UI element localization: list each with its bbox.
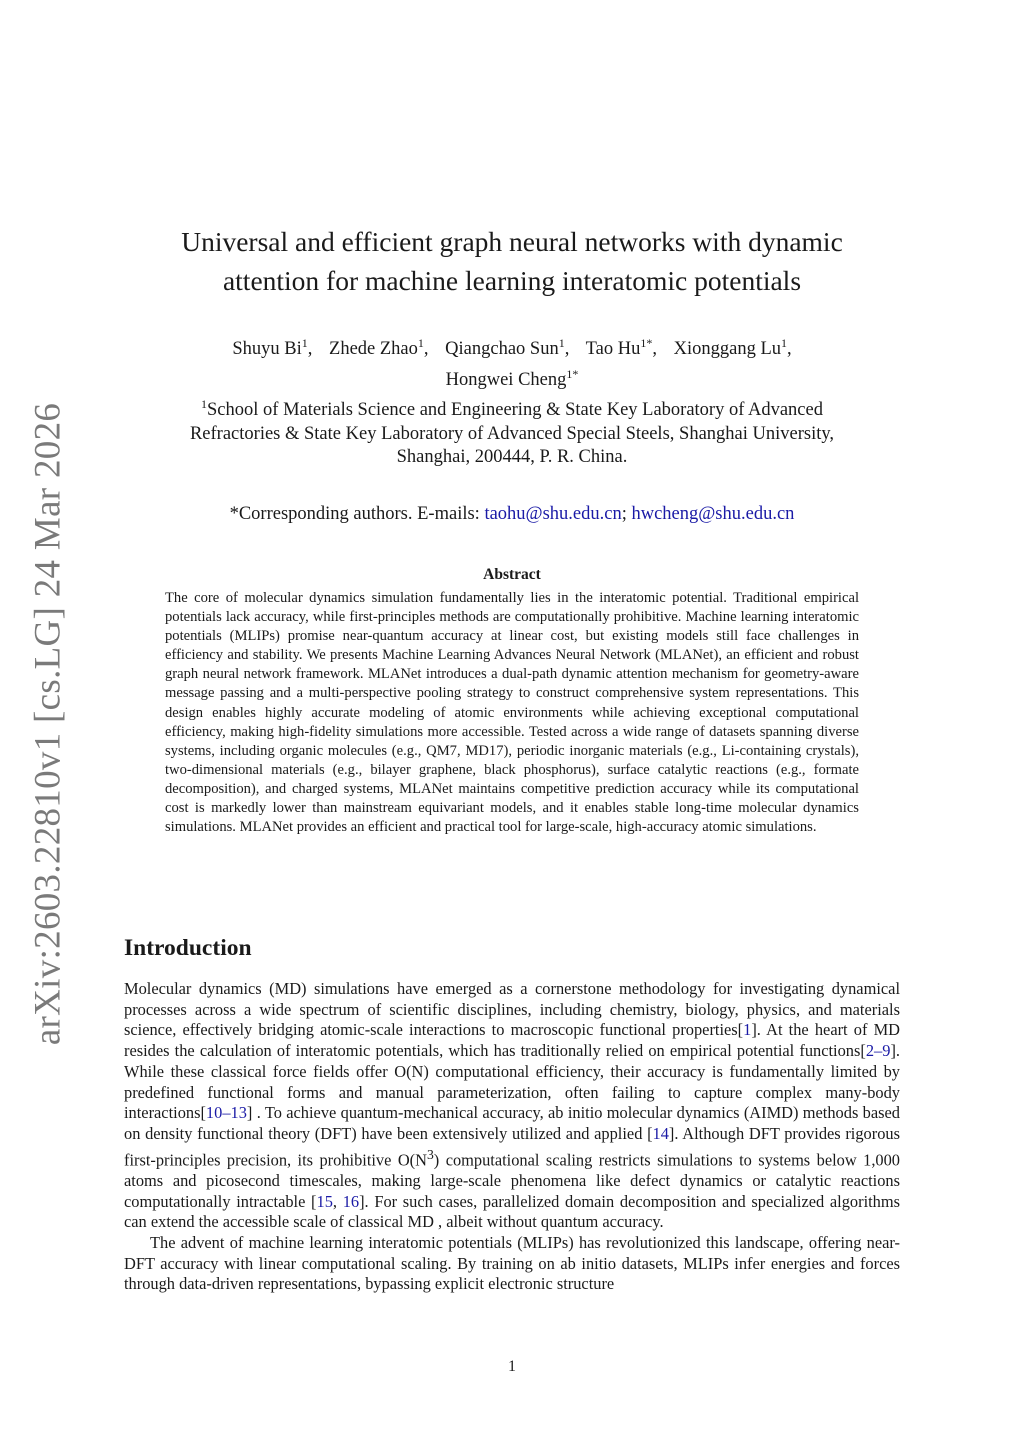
author: Xionggang Lu$^1$,	[673, 336, 792, 360]
paragraph: The advent of machine learning interatomic potentials (MLIPs) has revolutionized this landscape, offering near-DFT accuracy with linear computational scaling. By training on ab initio datasets, MLIPs infer energies and forces through data-driven representations, bypassing explicit electronic structure	[124, 1232, 900, 1294]
title-line-2: attention for machine learning interatomic potentials	[222, 265, 802, 296]
citation-link[interactable]: 2–9	[865, 1041, 891, 1061]
abstract-heading: Abstract	[483, 566, 541, 583]
title-line-1: Universal and efficient graph neural networks with dynamic	[181, 226, 843, 257]
arxiv-identifier: arXiv:2603.22810v1 [cs.LG] 24 Mar 2026	[27, 402, 69, 1046]
page-number: 1	[508, 1358, 516, 1375]
citation-link[interactable]: 14	[652, 1123, 669, 1143]
author: Shuyu Bi$^1$,	[232, 336, 313, 360]
citation-link[interactable]: 10–13	[205, 1103, 247, 1123]
author: Qiangchao Sun$^1$,	[445, 336, 570, 360]
author-list	[140, 331, 884, 393]
corresponding-authors: *Corresponding authors. E-mails: taohu@shu.edu.cn; hwcheng@shu.edu.cn	[229, 504, 795, 524]
author: Hongwei Cheng$^{1*}$	[445, 367, 579, 391]
author: Tao $Hu^{1*}$,	[585, 336, 657, 360]
section-heading-introduction: Introduction	[124, 935, 252, 961]
affiliation: $^1$School of Materials Science and Engineering & State Key Laboratory of Advanced Refractories & State Key Laboratory of Advanced Special Steels, Shanghai University, Shanghai, 200444, P. R. China.	[189, 397, 835, 468]
citation-link[interactable]: 15	[316, 1191, 333, 1211]
introduction-body	[124, 979, 900, 1295]
email-link-hwcheng[interactable]: hwcheng@shu.edu.cn	[631, 504, 795, 524]
abstract-text: The core of molecular dynamics simulation fundamentally lies in the interatomic potential. Traditional empirical potentials lack accuracy, while first-principles methods are computationally prohibitive. Machine learning interatomic potentials (MLIPs) promise near-quantum accuracy at linear cost, but existing models still face challenges in efficiency and stability. We presents Machine Learning Advances Neural Network (MLANet), an efficient and robust graph neural network framework. MLANet introduces a dual-path dynamic attention mechanism for geometry-aware message passing and a multi-perspective pooling strategy to construct comprehensive system representations. This design enables highly accurate modeling of atomic environments while achieving exceptional computational efficiency, making high-fidelity simulations more accessible. Tested across a wide range of datasets spanning diverse systems, including organic molecules (e.g., QM7, MD17), periodic inorganic materials (e.g., Li-containing crystals), two-dimensional materials (e.g., bilayer graphene, black phosphorus), surface catalytic reactions (e.g., formate decomposition), and charged systems, MLANet maintains competitive prediction accuracy while its computational cost is markedly lower than mainstream equivariant models, and it enables stable long-time molecular dynamics simulations. MLANet provides an efficient and practical tool for large-scale, high-accuracy atomic simulations.	[165, 590, 859, 836]
citation-link[interactable]: 16	[342, 1191, 360, 1211]
email-link-taohu[interactable]: taohu@shu.edu.cn	[484, 504, 622, 524]
paper-title	[140, 222, 884, 300]
citation-link[interactable]: 1	[743, 1020, 752, 1040]
author: Zhede Zhao$^1$,	[329, 336, 429, 360]
paragraph: Molecular dynamics (MD) simulations have emerged as a cornerstone methodology for investigating dynamical processes across a wide spectrum of scientific disciplines, including chemistry, biology, physics, and materials science, effectively bridging atomic-scale interactions to macroscopic functional properties[1]. At the heart of MD resides the calculation of interatomic potentials, which has traditionally relied on empirical potential functions[2–9]. While these classical force fields offer O(N) computational efficiency, their accuracy is fundamentally limited by predefined functional forms and manual parameterization, often failing to capture complex many-body interactions[10–13] . To achieve quantum-mechanical accuracy, ab initio molecular dynamics (AIMD) methods based on density functional theory (DFT) have been extensively utilized and applied [14]. Although DFT provides rigorous first-principles precision, its prohibitive $O(N^3)$ computational scaling restricts simulations to systems below 1,000 atoms and picosecond timescales, making large-scale phenomena like defect dynamics or catalytic reactions computationally intractable [15, 16]. For such cases, parallelized domain decomposition and specialized algorithms can extend the accessible scale of classical MD , albeit without quantum accuracy.	[124, 979, 901, 1232]
